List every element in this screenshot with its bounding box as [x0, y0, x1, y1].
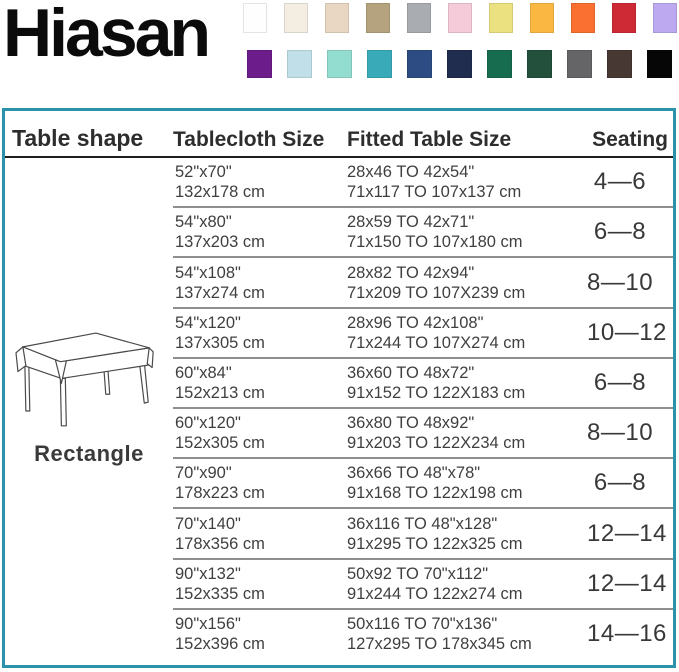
tablecloth-size-cm: 178x223 cm	[175, 484, 265, 503]
fitted-table-size-cell	[347, 614, 587, 654]
swatch-pink	[448, 3, 472, 33]
header-seating: Seating	[592, 128, 668, 151]
fitted-size-cm: 91x152 TO 122X183 cm	[347, 383, 526, 402]
fitted-size-cm: 91x295 TO 122x325 cm	[347, 534, 523, 553]
fitted-size-inches: 36x116 TO 48"x128"	[347, 514, 498, 533]
tablecloth-size-cm: 152x396 cm	[175, 634, 265, 653]
fitted-size-inches: 28x82 TO 42x94"	[347, 263, 475, 282]
table-row	[173, 409, 673, 459]
tablecloth-size-cm: 137x305 cm	[175, 333, 265, 352]
fitted-size-inches: 36x80 TO 48x92"	[347, 414, 475, 433]
color-swatch-row-top	[243, 3, 677, 33]
table-row	[173, 309, 673, 359]
swatch-aqua	[327, 50, 352, 78]
fitted-size-cm: 91x244 TO 122x274 cm	[347, 584, 523, 603]
swatch-red	[612, 3, 636, 33]
swatch-black	[647, 50, 672, 78]
swatch-khaki	[366, 3, 390, 33]
tablecloth-size-cm: 132x178 cm	[175, 183, 265, 202]
tablecloth-size-cm: 137x203 cm	[175, 233, 265, 252]
swatch-orange	[571, 3, 595, 33]
fitted-size-cm: 71x209 TO 107X239 cm	[347, 283, 526, 302]
seating-cell: 6—8	[593, 218, 647, 246]
tablecloth-size-inches: 52"x70"	[175, 163, 232, 182]
tablecloth-size-cell	[173, 363, 347, 403]
swatch-gray	[407, 3, 431, 33]
seating-cell: 4—6	[593, 168, 647, 196]
fitted-size-inches: 28x59 TO 42x71"	[347, 213, 475, 232]
swatch-ivory	[284, 3, 308, 33]
fitted-size-inches: 36x66 TO 48"x78"	[347, 464, 481, 483]
tablecloth-size-cm: 152x335 cm	[175, 584, 265, 603]
tablecloth-size-cell	[173, 463, 347, 503]
fitted-table-size-cell	[347, 212, 587, 252]
table-row	[173, 258, 673, 308]
rectangle-table-illustration	[15, 321, 163, 428]
swatch-white	[243, 3, 267, 33]
tablecloth-size-cell	[173, 614, 347, 654]
fitted-size-inches: 50x92 TO 70"x112"	[347, 564, 489, 583]
tablecloth-size-inches: 70"x90"	[175, 464, 232, 483]
size-rows	[173, 158, 673, 665]
fitted-size-cm: 91x203 TO 122X234 cm	[347, 434, 526, 453]
tablecloth-size-inches: 54"x108"	[175, 263, 241, 282]
header-table-shape: Table shape	[12, 125, 144, 151]
swatch-teal	[367, 50, 392, 78]
fitted-size-inches: 36x60 TO 48x72"	[347, 363, 475, 382]
seating-cell: 6—8	[593, 469, 647, 497]
table-header-row	[5, 111, 673, 158]
brand-logo: Hiasan	[3, 0, 208, 71]
tablecloth-size-cell	[173, 263, 347, 303]
table-row	[173, 509, 673, 559]
table-row	[173, 208, 673, 258]
table-row	[173, 560, 673, 610]
tablecloth-size-cm: 137x274 cm	[175, 283, 265, 302]
color-swatch-row-bottom	[247, 50, 672, 78]
seating-cell: 14—16	[587, 619, 667, 647]
seating-cell: 12—14	[587, 519, 667, 547]
fitted-size-cm: 71x150 TO 107x180 cm	[347, 233, 523, 252]
fitted-table-size-cell	[347, 263, 587, 303]
size-chart-table	[2, 108, 676, 668]
table-row	[173, 158, 673, 208]
swatch-green	[487, 50, 512, 78]
seating-cell: 10—12	[587, 318, 667, 346]
fitted-size-cm: 71x244 TO 107X274 cm	[347, 333, 526, 352]
fitted-table-size-cell	[347, 413, 587, 453]
tablecloth-size-inches: 90"x132"	[175, 564, 241, 583]
fitted-table-size-cell	[347, 564, 587, 604]
tablecloth-size-inches: 70"x140"	[175, 514, 241, 533]
fitted-table-size-cell	[347, 463, 587, 503]
fitted-table-size-cell	[347, 363, 587, 403]
swatch-dark-green	[527, 50, 552, 78]
seating-cell: 12—14	[587, 569, 667, 597]
fitted-size-cm: 91x168 TO 122x198 cm	[347, 484, 523, 503]
tablecloth-size-inches: 60"x84"	[175, 363, 232, 382]
swatch-navy	[447, 50, 472, 78]
table-body	[5, 158, 673, 665]
fitted-size-cm: 71x117 TO 107x137 cm	[347, 183, 522, 202]
swatch-lavender	[653, 3, 677, 33]
tablecloth-size-cell	[173, 212, 347, 252]
swatch-light-blue	[287, 50, 312, 78]
fitted-table-size-cell	[347, 162, 587, 202]
fitted-table-size-cell	[347, 313, 587, 353]
swatch-beige	[325, 3, 349, 33]
seating-cell: 6—8	[593, 368, 647, 396]
tablecloth-size-cell	[173, 564, 347, 604]
table-row	[173, 459, 673, 509]
swatch-purple	[247, 50, 272, 78]
fitted-table-size-cell	[347, 514, 587, 554]
fitted-size-inches: 28x96 TO 42x108"	[347, 313, 484, 332]
shape-column	[5, 158, 173, 665]
tablecloth-size-inches: 60"x120"	[175, 414, 241, 433]
swatch-dark-gray	[567, 50, 592, 78]
swatch-gold	[530, 3, 554, 33]
tablecloth-size-inches: 54"x80"	[175, 213, 232, 232]
tablecloth-size-cm: 152x305 cm	[175, 434, 265, 453]
tablecloth-size-cell	[173, 162, 347, 202]
tablecloth-size-cm: 178x356 cm	[175, 534, 265, 553]
fitted-size-cm: 127x295 TO 178x345 cm	[347, 634, 532, 653]
tablecloth-size-cm: 152x213 cm	[175, 383, 265, 402]
swatch-blue	[407, 50, 432, 78]
fitted-size-inches: 50x116 TO 70"x136"	[347, 614, 498, 633]
seating-cell: 8—10	[587, 268, 654, 296]
shape-label: Rectangle	[34, 440, 144, 466]
tablecloth-size-cell	[173, 514, 347, 554]
tablecloth-size-cell	[173, 413, 347, 453]
table-row	[173, 359, 673, 409]
swatch-brown	[607, 50, 632, 78]
header-tablecloth-size: Tablecloth Size	[173, 128, 325, 151]
swatch-yellow	[489, 3, 513, 33]
tablecloth-size-inches: 54"x120"	[175, 313, 241, 332]
table-row	[173, 610, 673, 658]
tablecloth-size-inches: 90"x156"	[175, 614, 241, 633]
header-fitted-table-size: Fitted Table Size	[347, 128, 512, 151]
tablecloth-size-cell	[173, 313, 347, 353]
seating-cell: 8—10	[587, 419, 654, 447]
fitted-size-inches: 28x46 TO 42x54"	[347, 163, 475, 182]
